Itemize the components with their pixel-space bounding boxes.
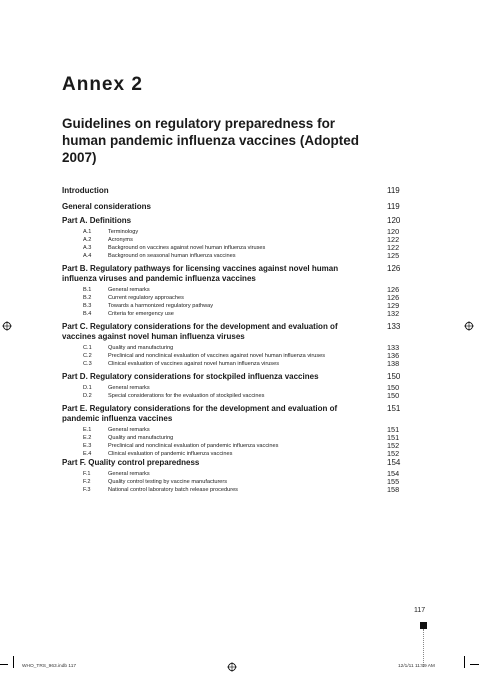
toc-section-page: 119 (387, 186, 400, 195)
toc-subsection-page: 122 (387, 235, 400, 244)
toc-subsection-page: 150 (387, 383, 400, 392)
toc-subsection-page: 151 (387, 425, 400, 434)
toc-subsection (62, 344, 407, 352)
toc-subsection-number: D.2 (83, 393, 92, 399)
toc-section-title: Part A. Definitions (62, 216, 132, 225)
toc-subsection (62, 294, 407, 302)
toc-subsection-title: Criteria for emergency use (108, 311, 174, 317)
toc-subsection-title: Current regulatory approaches (108, 295, 184, 301)
page-number: 117 (414, 607, 426, 614)
toc-subsection-page: 132 (387, 309, 400, 318)
annex-heading: Annex 2 (62, 74, 143, 95)
toc-subsection-title: Quality and manufacturing (108, 345, 174, 351)
toc-subsection-page: 136 (387, 351, 400, 360)
toc-subsection-title: Acronyms (108, 237, 133, 243)
toc-section-title: General considerations (62, 202, 151, 211)
center-guide-line (423, 629, 424, 667)
toc-subsection-title: General remarks (108, 427, 150, 433)
toc-subsection-title: General remarks (108, 287, 150, 293)
toc-subsection-title: Clinical evaluation of vaccines against novel human influenza viruses (108, 361, 280, 367)
toc-subsection-number: A.2 (83, 237, 92, 243)
toc-subsection (62, 360, 407, 368)
toc-section-title: Part C. Regulatory considerations for the development and evaluation of vaccines against novel human influenza viruses (62, 322, 338, 341)
slug-timestamp: 12/1/11 11:59 AM (398, 664, 435, 669)
toc-subsection-title: General remarks (108, 385, 150, 391)
toc-subsection-number: C.1 (83, 345, 92, 351)
toc-subsection-page: 125 (387, 251, 400, 260)
toc-section (62, 264, 407, 284)
toc-subsection (62, 470, 407, 478)
toc-section (62, 404, 407, 424)
toc-subsection (62, 310, 407, 318)
toc-section-page: 154 (387, 458, 401, 467)
toc-subsection-number: C.3 (83, 361, 92, 367)
toc-section (62, 216, 407, 226)
slug-file-info: WHO_TRS_963.indb 117 (22, 664, 77, 669)
toc-section-page: 126 (387, 264, 401, 273)
toc-subsection (62, 426, 407, 434)
toc-section (62, 372, 407, 382)
toc-subsection-number: B.1 (83, 287, 92, 293)
toc-subsection (62, 442, 407, 450)
toc-subsection-title: National control laboratory batch release procedures (108, 487, 238, 493)
toc-subsection-title: Terminology (108, 229, 139, 235)
toc-subsection (62, 478, 407, 486)
registration-mark-icon (227, 662, 237, 672)
toc-subsection-page: 152 (387, 441, 400, 450)
toc-subsection (62, 486, 407, 494)
toc-subsection-number: F.1 (83, 471, 91, 477)
toc-section (62, 458, 407, 468)
toc-subsection-page: 120 (387, 227, 400, 236)
toc-subsection-page: 133 (387, 343, 400, 352)
toc-subsection-number: E.1 (83, 427, 92, 433)
toc-subsection-page: 129 (387, 301, 400, 310)
toc-subsection (62, 384, 407, 392)
toc-section-page: 119 (387, 202, 400, 211)
toc-subsection-title: Background on vaccines against novel human influenza viruses (108, 245, 266, 251)
document-title: Guidelines on regulatory preparedness for human pandemic influenza vaccines (Adopted 2007) (62, 116, 360, 165)
toc-subsection (62, 236, 407, 244)
toc-subsection (62, 352, 407, 360)
toc-subsection-title: Clinical evaluation of pandemic influenza vaccines (108, 451, 233, 457)
toc-section (62, 202, 407, 212)
toc-subsection-number: C.2 (83, 353, 92, 359)
toc-subsection-page: 122 (387, 243, 400, 252)
toc-subsection-page: 126 (387, 285, 400, 294)
table-of-contents (62, 186, 407, 494)
toc-subsection (62, 228, 407, 236)
toc-subsection-title: General remarks (108, 471, 150, 477)
toc-subsection (62, 244, 407, 252)
toc-subsection-number: E.4 (83, 451, 92, 457)
toc-subsection-title: Special considerations for the evaluation of stockpiled vaccines (108, 393, 265, 399)
toc-subsection-title: Quality control testing by vaccine manufacturers (108, 479, 228, 485)
toc-section-title: Part F. Quality control preparedness (62, 458, 200, 467)
registration-mark-icon (464, 321, 474, 331)
toc-subsection-number: D.1 (83, 385, 92, 391)
toc-subsection-title: Quality and manufacturing (108, 435, 174, 441)
toc-section-page: 133 (387, 322, 401, 331)
toc-subsection-number: B.3 (83, 303, 92, 309)
toc-subsection (62, 450, 407, 458)
toc-subsection-number: B.4 (83, 311, 92, 317)
toc-subsection-number: A.1 (83, 229, 92, 235)
toc-subsection-page: 158 (387, 485, 400, 494)
toc-subsection-title: Background on seasonal human influenza vaccines (108, 253, 236, 259)
toc-subsection-page: 126 (387, 293, 400, 302)
toc-section-title: Part B. Regulatory pathways for licensing vaccines against novel human influenza viruses and pandemic influenza vaccines (62, 264, 339, 283)
toc-subsection-number: A.4 (83, 253, 92, 259)
toc-subsection (62, 252, 407, 260)
toc-subsection (62, 434, 407, 442)
toc-subsection (62, 392, 407, 400)
toc-subsection-number: B.2 (83, 295, 92, 301)
toc-subsection-title: Preclinical and nonclinical evaluation of vaccines against novel human influenza viruses (108, 353, 326, 359)
toc-subsection-title: Preclinical and nonclinical evaluation of pandemic influenza vaccines (108, 443, 279, 449)
crop-mark (0, 664, 8, 665)
crop-mark (13, 656, 14, 668)
toc-subsection-number: A.3 (83, 245, 92, 251)
toc-section-page: 151 (387, 404, 401, 413)
toc-subsection-page: 152 (387, 449, 400, 458)
toc-section-title: Part E. Regulatory considerations for the development and evaluation of pandemic influenza vaccines (62, 404, 338, 423)
toc-section-title: Part D. Regulatory considerations for stockpiled influenza vaccines (62, 372, 319, 381)
toc-subsection-page: 151 (387, 433, 400, 442)
toc-section-page: 150 (387, 372, 401, 381)
toc-subsection-number: F.3 (83, 487, 91, 493)
toc-subsection-number: E.3 (83, 443, 92, 449)
toc-subsection (62, 286, 407, 294)
toc-subsection-page: 138 (387, 359, 400, 368)
toc-section (62, 322, 407, 342)
toc-subsection-number: E.2 (83, 435, 92, 441)
registration-mark-icon (2, 321, 12, 331)
toc-subsection (62, 302, 407, 310)
toc-section-title: Introduction (62, 186, 109, 195)
toc-subsection-page: 155 (387, 477, 400, 486)
toc-subsection-page: 150 (387, 391, 400, 400)
crop-mark (464, 656, 465, 668)
toc-section (62, 186, 407, 196)
toc-subsection-title: Towards a harmonized regulatory pathway (108, 303, 214, 309)
crop-mark (470, 664, 479, 665)
page-marker-square (420, 622, 427, 629)
toc-subsection-number: F.2 (83, 479, 91, 485)
toc-section-page: 120 (387, 216, 401, 225)
toc-subsection-page: 154 (387, 469, 400, 478)
